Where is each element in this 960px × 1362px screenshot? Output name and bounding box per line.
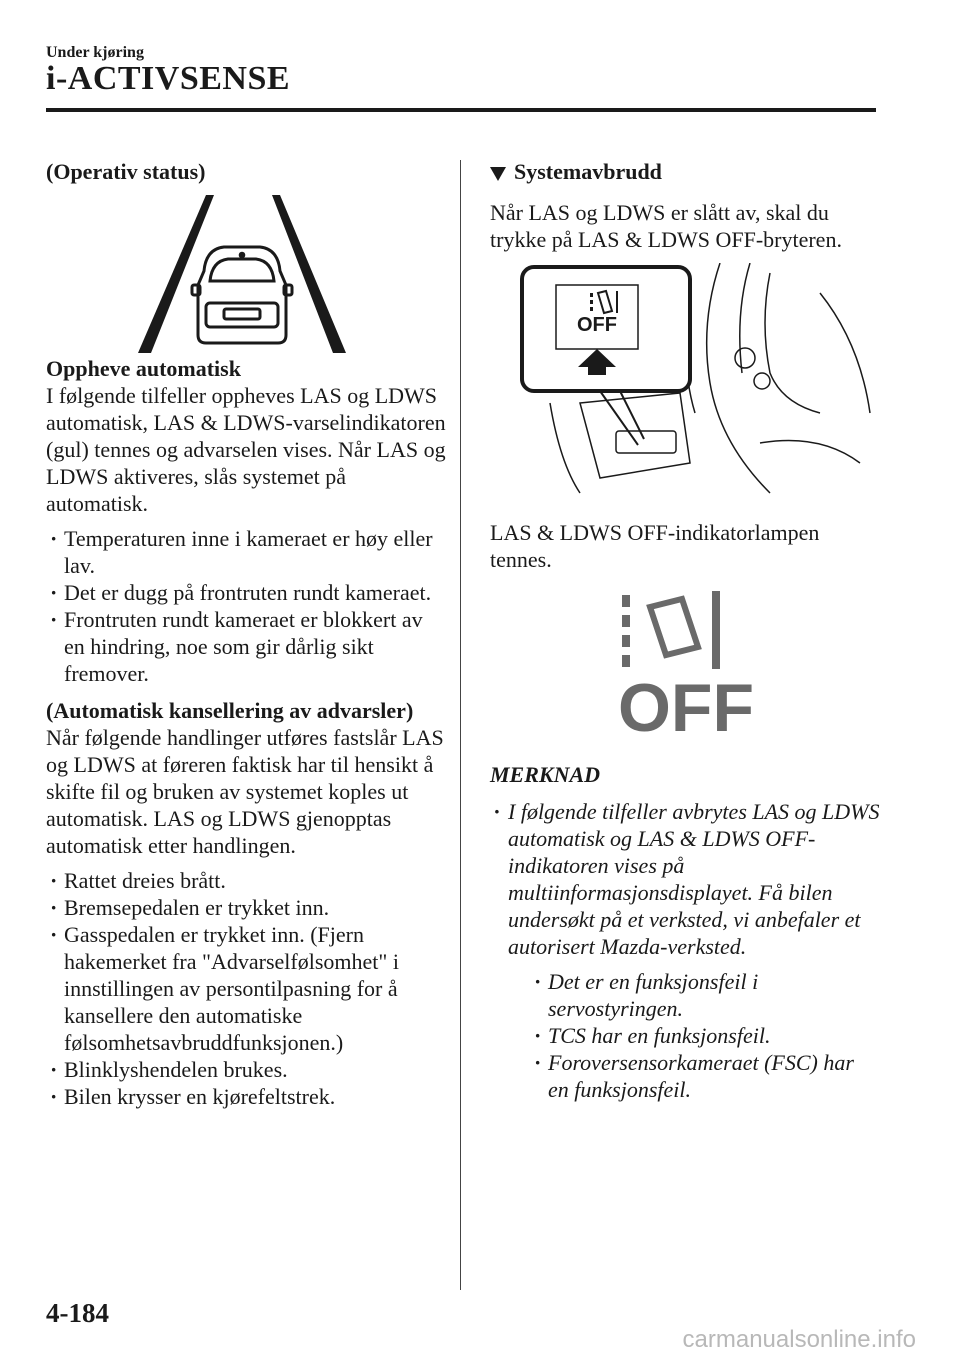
list-item: · Foroversensorkameraet (FSC) har en funksjonsfeil. — [530, 1049, 880, 1103]
list-item: · Det er en funksjonsfeil i servostyringen. — [530, 968, 880, 1022]
list-item: · Temperaturen inne i kameraet er høy eller lav. — [46, 525, 446, 579]
page-number: 4-184 — [46, 1298, 109, 1328]
auto-cancel-heading: Oppheve automatisk — [46, 356, 241, 381]
system-off-heading: Systemavbrudd — [490, 158, 880, 185]
watermark: carmanualsonline.info — [682, 1326, 916, 1353]
lane-departure-off-icon — [622, 591, 720, 669]
lane-car-illustration — [46, 185, 446, 355]
off-indicator-lamp — [490, 587, 880, 747]
list-item: · Rattet dreies brått. — [46, 867, 446, 894]
list-item: · Bremsepedalen er trykket inn. — [46, 894, 446, 921]
warning-cancel-list — [46, 867, 446, 1110]
list-item: · Gasspedalen er trykket inn. (Fjern hakemerket fra "Advarselfølsomhet" i innstillingen av persontilpasning for å kansellere den automatiske følsomhetsavbruddfunksjonen.) — [46, 921, 446, 1056]
off-switch-location-illustration — [520, 263, 880, 503]
header-rule — [46, 108, 876, 112]
note-title: MERKNAD — [490, 762, 601, 787]
column-divider — [460, 160, 461, 1290]
system-off-text: Når LAS og LDWS er slått av, skal du trykke på LAS & LDWS OFF-bryteren. — [490, 200, 842, 252]
chapter-title: i-ACTIVSENSE — [46, 60, 291, 97]
warning-cancel-text: Når følgende handlinger utføres fastslår LAS og LDWS at føreren faktisk har til hensikt å skifte fil og bruken av systemet koples ut automatisk. LAS og LDWS gjenopptas automatisk etter handlingen. — [46, 725, 444, 858]
car-rear-icon — [192, 247, 292, 343]
list-item: · Frontruten rundt kameraet er blokkert av en hindring, noe som gir dårlig sikt fremover. — [46, 606, 446, 687]
auto-cancel-list — [46, 525, 446, 687]
operative-status-heading: (Operativ status) — [46, 159, 206, 184]
indicator-off-label: OFF — [618, 670, 754, 746]
list-item: · Bilen krysser en kjørefeltstrek. — [46, 1083, 446, 1110]
right-column — [490, 158, 880, 1113]
left-column — [46, 158, 446, 1120]
list-item: · TCS har en funksjonsfeil. — [530, 1022, 880, 1049]
section-label: Under kjøring — [46, 44, 144, 61]
note-list — [490, 798, 880, 1103]
triangle-bullet-icon — [490, 167, 506, 181]
list-item: · I følgende tilfeller avbrytes LAS og LDWS automatisk og LAS & LDWS OFF-indikatoren vises på multiinformasjonsdisplayet. Få bilen undersøkt på et verksted, vi anbefaler et autorisert Mazda-verksted. · Det er en funksjonsfeil i servostyringen. · TCS har en funksjonsfeil. · Foroversensorkameraet (FSC) har en funksjonsfeil. — [490, 798, 880, 1103]
auto-cancel-text: I følgende tilfeller oppheves LAS og LDWS automatisk, LAS & LDWS-varselindikatoren (gul) tennes og advarselen vises. Når LAS og LDWS aktiveres, slås systemet på automatisk. — [46, 383, 446, 516]
switch-off-label: OFF — [577, 314, 617, 336]
list-item: · Blinklyshendelen brukes. — [46, 1056, 446, 1083]
list-item: · Det er dugg på frontruten rundt kameraet. — [46, 579, 446, 606]
indicator-text: LAS & LDWS OFF-indikatorlampen tennes. — [490, 520, 820, 572]
note-sublist — [530, 968, 880, 1103]
warning-cancel-heading: (Automatisk kansellering av advarsler) — [46, 698, 414, 723]
